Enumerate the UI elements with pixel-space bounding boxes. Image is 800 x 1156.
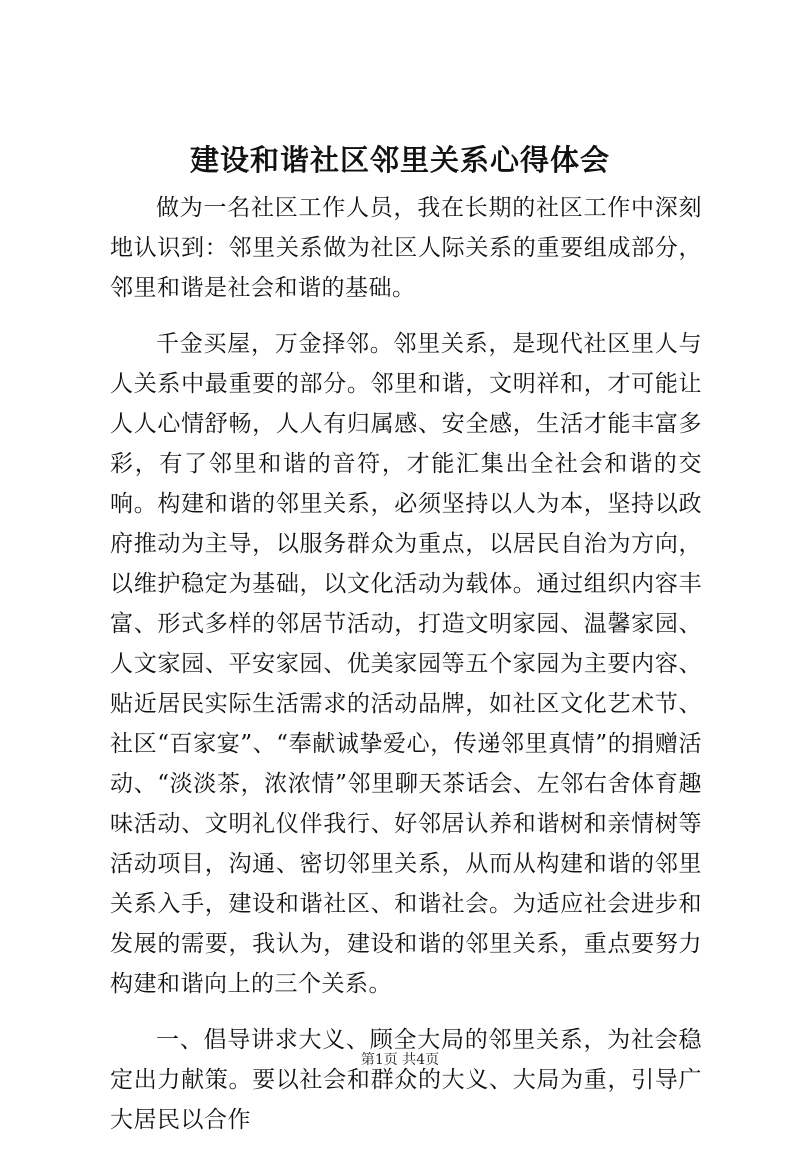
paragraph-1: 做为一名社区工作人员，我在长期的社区工作中深刻地认识到：邻里关系做为社区人际关系的重要组成部分，邻里和谐是社会和谐的基础。 (110, 195, 702, 301)
paragraph-3: 一、倡导讲求大义、顾全大局的邻里关系，为社会稳定出力献策。要以社会和群众的大义、大局为重，引导广大居民以合作 (110, 1027, 702, 1133)
paragraph-2: 千金买屋，万金择邻。邻里关系，是现代社区里人与人关系中最重要的部分。邻里和谐，文明祥和，才可能让人人心情舒畅，人人有归属感、安全感，生活才能丰富多彩，有了邻里和谐的音符，才能汇集出全社会和谐的交响。构建和谐的邻里关系，必须坚持以人为本，坚持以政府推动为主导，以服务群众为重点，以居民自治为方向，以维护稳定为基础，以文化活动为载体。通过组织内容丰富、形式多样的邻居节活动，打造文明家园、温馨家园、人文家园、平安家园、优美家园等五个家园为主要内容、贴近居民实际生活需求的活动品牌，如社区文化艺术节、社区“百家宴”、“奉献诚挚爱心，传递邻里真情”的捐赠活动、“淡淡茶，浓浓情”邻里聊天茶话会、左邻右舍体育趣味活动、文明礼仪伴我行、好邻居认养和谐树和亲情树等活动项目，沟通、密切邻里关系，从而从构建和谐的邻里关系入手，建设和谐社区、和谐社会。为适应社会进步和发展的需要，我认为，建设和谐的邻里关系，重点要努力构建和谐向上的三个关系。 (110, 331, 702, 997)
document-title: 建设和谐社区邻里关系心得体会 (189, 143, 610, 177)
page-footer: 第1页 共4页 (360, 1052, 440, 1068)
document-body (110, 188, 702, 1156)
